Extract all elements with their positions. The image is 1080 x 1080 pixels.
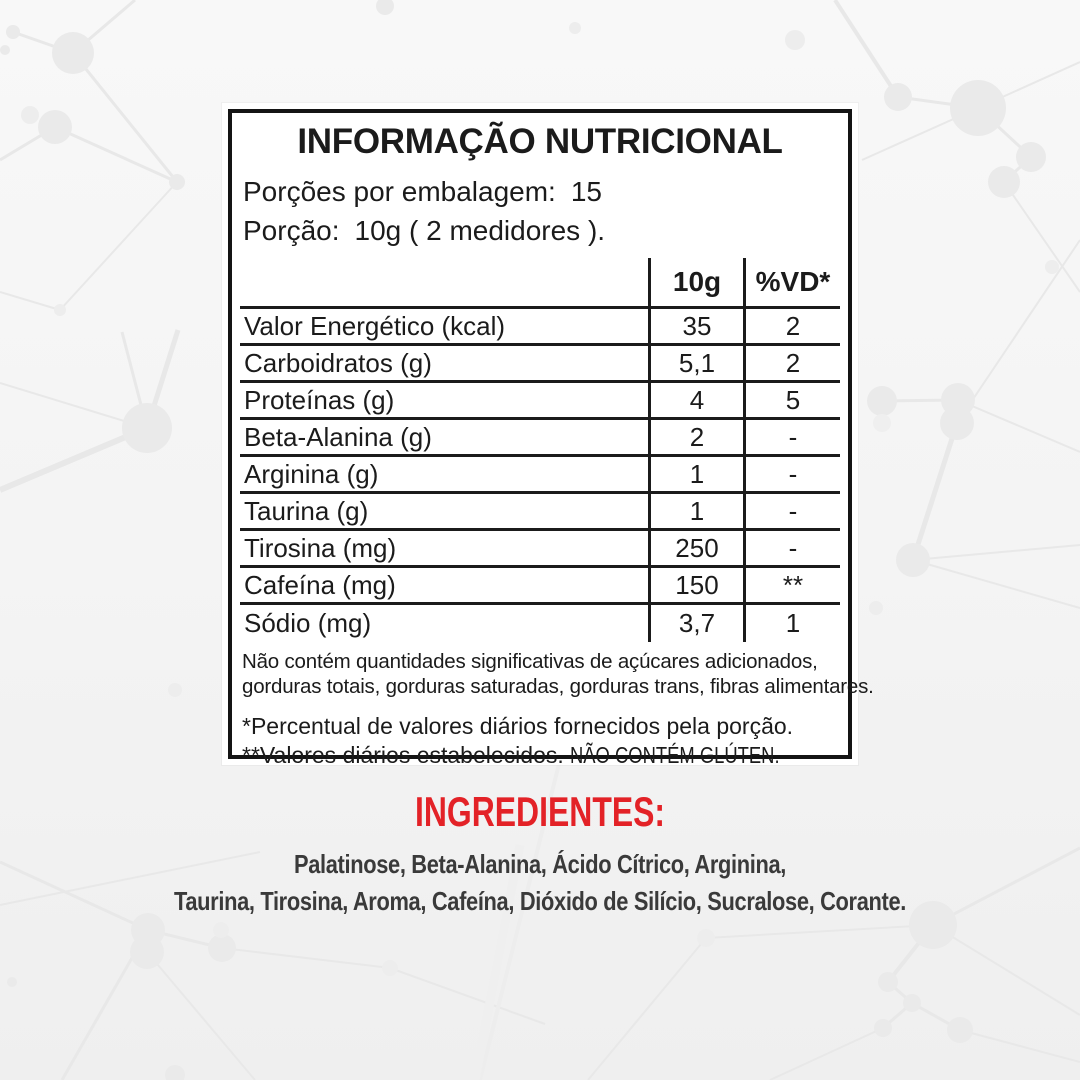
table-row-amount: 3,7 — [648, 605, 743, 642]
servings-label: Porções por embalagem: — [243, 176, 556, 207]
table-header-amount: 10g — [648, 258, 743, 309]
table-row-amount: 4 — [648, 383, 743, 420]
note-line-1: Não contém quantidades significativas de açúcares adicionados, — [242, 650, 818, 673]
ingredients-line-2: Taurina, Tirosina, Aroma, Cafeína, Dióxido de Silício, Sucralose, Corante. — [173, 886, 907, 916]
footnote-daily-values: *Percentual de valores diários fornecidos pela porção. — [242, 713, 794, 739]
table-row-amount: 1 — [648, 457, 743, 494]
nutrition-label — [222, 103, 874, 768]
table-row-vd: 2 — [743, 346, 840, 383]
table-row-nutrient: Valor Energético (kcal) — [240, 309, 648, 346]
servings-per-package — [240, 169, 840, 208]
footnotes — [240, 706, 840, 770]
no-significant-amounts-note — [240, 642, 874, 706]
table-row-amount: 1 — [648, 494, 743, 531]
footnote-gluten — [242, 741, 840, 770]
portion-size — [240, 208, 840, 256]
table-row-amount: 250 — [648, 531, 743, 568]
table-header-blank — [240, 258, 648, 309]
table-row-vd: - — [743, 531, 840, 568]
gluten-free-statement: NÃO CONTÉM GLÚTEN. — [570, 742, 780, 768]
note-line-2: gorduras totais, gorduras saturadas, gorduras trans, fibras alimentares. — [242, 675, 874, 698]
table-row-vd: 2 — [743, 309, 840, 346]
table-row-vd: ** — [743, 568, 840, 605]
table-row-vd: - — [743, 457, 840, 494]
table-row-nutrient: Taurina (g) — [240, 494, 648, 531]
table-row-vd: - — [743, 494, 840, 531]
servings-value: 15 — [570, 176, 602, 207]
ingredients-heading: INGREDIENTES: — [414, 788, 666, 835]
footnote-gluten-prefix: **Valores diários estabelecidos. — [242, 742, 571, 768]
nutrition-table — [240, 258, 840, 642]
table-row-nutrient: Proteínas (g) — [240, 383, 648, 420]
table-row-nutrient: Cafeína (mg) — [240, 568, 648, 605]
portion-label: Porção: — [243, 215, 340, 246]
table-row-nutrient: Arginina (g) — [240, 457, 648, 494]
table-row-vd: 1 — [743, 605, 840, 642]
table-row-amount: 2 — [648, 420, 743, 457]
table-row-vd: - — [743, 420, 840, 457]
table-row-nutrient: Sódio (mg) — [244, 608, 372, 638]
table-row-nutrient: Tirosina (mg) — [240, 531, 648, 568]
label-title: INFORMAÇÃO NUTRICIONAL — [297, 122, 783, 161]
ingredients-line-1: Palatinose, Beta-Alanina, Ácido Cítrico, Arginina, — [293, 849, 787, 879]
ingredients-section — [0, 788, 1080, 920]
table-row-vd: 5 — [743, 383, 840, 420]
table-row-nutrient: Carboidratos (g) — [240, 346, 648, 383]
table-row-nutrient: Beta-Alanina (g) — [240, 420, 648, 457]
table-row-amount: 150 — [648, 568, 743, 605]
table-row-amount: 5,1 — [648, 346, 743, 383]
table-row-amount: 35 — [648, 309, 743, 346]
table-header-vd: %VD* — [743, 258, 840, 309]
portion-value: 10g ( 2 medidores ). — [354, 215, 606, 246]
nutrition-label-frame — [228, 109, 874, 768]
